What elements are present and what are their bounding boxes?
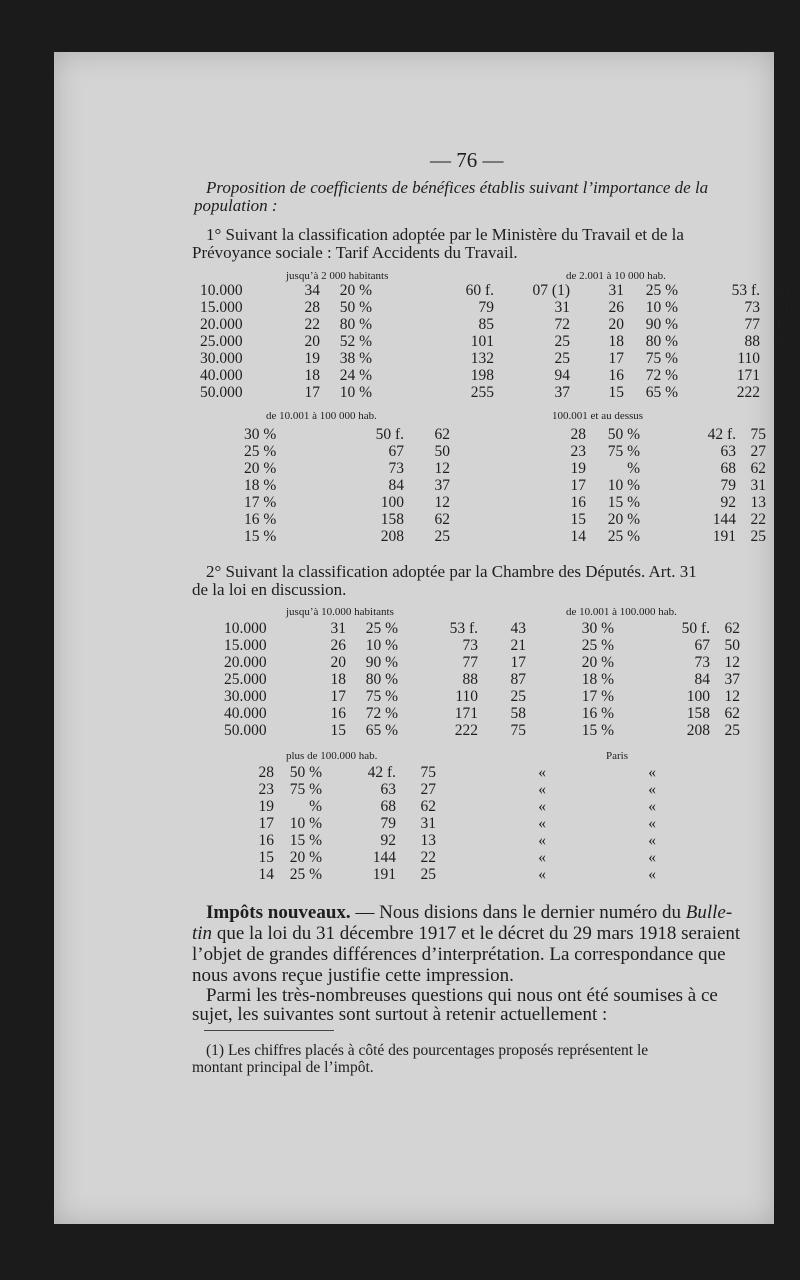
table-cell: 79 [380,815,396,832]
table-row [200,299,790,316]
table-cell: 158 [686,705,710,722]
table-cell: 24 % [339,367,372,384]
table-cell: 37 [554,384,570,401]
table-cell: 10 % [645,299,678,316]
table-row [224,688,740,705]
table-cell: 14 [570,528,586,545]
table-cell: 92 [380,832,396,849]
table-cell: 75 [774,384,790,401]
table-cell: 16 [570,494,586,511]
table-cell: 65 % [645,384,678,401]
table-cell: 171 [454,705,478,722]
table-row [200,282,790,299]
table-cell: 31 [608,282,624,299]
table-row [224,620,740,637]
table-cell: 12 [724,654,740,671]
table-cell: « [648,798,656,815]
table-cell: 23 [258,781,274,798]
table-cell: 20 % [289,849,322,866]
table-cell: 17 [510,654,526,671]
table-cell: 25 [420,866,436,883]
table-row [254,866,656,883]
table-cell: 144 [712,511,736,528]
table-cell: 15 % [581,722,614,739]
table-cell: 50 % [339,299,372,316]
table-cell: 68 [720,460,736,477]
table-cell: 26 [608,299,624,316]
table-cell: 12 [434,494,450,511]
table-cell: 30.000 [200,350,243,367]
table-cell: 18 % [244,477,277,494]
table-cell: 198 [470,367,494,384]
table-row [254,781,656,798]
table-cell: 62 [420,798,436,815]
table-cell: « [648,764,656,781]
table-cell: 42 f. [367,764,396,781]
footnote-rule [204,1030,334,1031]
table-cell: 25.000 [224,671,267,688]
table-cell: 19 [258,798,274,815]
table-cell: 18 [330,671,346,688]
table-cell: 34 [304,282,320,299]
table-cell: 25 [434,528,450,545]
table-cell: 73 [694,654,710,671]
table-cell: 22 [304,316,320,333]
table-row [244,494,766,511]
table-row [200,367,790,384]
table-cell: 25 [554,333,570,350]
table-cell: 94 [554,367,570,384]
table-cell: 25 [724,722,740,739]
table-cell: 20.000 [224,654,267,671]
table-cell: 40.000 [224,705,267,722]
table-cell: 72 % [645,367,678,384]
table-cell: 50 % [607,426,640,443]
table-cell: 87 [510,671,526,688]
table-cell: 75 [750,426,766,443]
section1-line-2: Prévoyance sociale : Tarif Accidents du Travail. [192,243,518,262]
table-cell: 73 [462,637,478,654]
table-cell: 31 [554,299,570,316]
table-row [244,528,766,545]
body-italic: Bulle- [685,902,733,923]
s1-caption2-right: 100.001 et au dessus [552,410,644,422]
table-cell: 17 [774,316,790,333]
s1-caption-right: de 2.001 à 10 000 hab. [566,270,666,282]
table-cell: 67 [694,637,710,654]
table-cell: 10 % [607,477,640,494]
table-cell: 80 % [365,671,398,688]
body-line-5: Parmi les très-nombreuses questions qui nous ont été soumises à ce [206,985,718,1006]
table-cell: « [538,866,546,883]
table-cell: 20 % [607,511,640,528]
table-cell: 191 [372,866,396,883]
table-cell: « [648,866,656,883]
table-cell: 53 f. [449,620,478,637]
table-cell: 22 [420,849,436,866]
table-cell: % [309,798,322,815]
table-cell: 17 [608,350,624,367]
table-cell: 37 [724,671,740,688]
table-cell: 17 % [244,494,277,511]
table-row [224,637,740,654]
table-cell: 100 [380,494,404,511]
table-cell: 16 % [244,511,277,528]
table-cell: « [538,764,546,781]
s2-caption-left: jusqu’à 10.000 habitants [286,606,394,618]
table-cell: 58 [774,367,790,384]
table-row [224,671,740,688]
table-cell: 62 [724,620,740,637]
table-cell: 25 [510,688,526,705]
body-line-1 [206,902,732,924]
table-cell: 21 [510,637,526,654]
table-cell: 27 [420,781,436,798]
table-cell: 50 [724,637,740,654]
table-cell: 30 % [244,426,277,443]
table-cell: « [538,798,546,815]
table-cell: 20 [608,316,624,333]
table-cell: 25 % [607,528,640,545]
table-cell: 20 % [339,282,372,299]
table-cell: 10 % [289,815,322,832]
table-cell: 87 [774,333,790,350]
table-cell: 72 % [365,705,398,722]
table-cell: 110 [455,688,478,705]
table-cell: 15 % [289,832,322,849]
table-cell: 75 [510,722,526,739]
table-cell: 100 [686,688,710,705]
table-cell: 15 [570,511,586,528]
table-cell: 25 % [645,282,678,299]
section1-line-1: 1° Suivant la classification adoptée par le Ministère du Travail et de la [206,225,684,244]
table-cell: 16 [258,832,274,849]
table-cell: 92 [720,494,736,511]
table-row [254,832,656,849]
s2-table-1 [224,620,740,739]
table-cell: 43 [510,620,526,637]
table-cell: 20.000 [200,316,243,333]
table-cell: « [648,815,656,832]
table-row [244,511,766,528]
table-cell: 77 [744,316,760,333]
table-cell: 30 % [581,620,614,637]
table-cell: % [627,460,640,477]
footnote-line-1: (1) Les chiffres placés à côté des pourcentages proposés représentent le [206,1042,649,1059]
table-cell: 25 % [289,866,322,883]
table-cell: 50 [434,443,450,460]
heading-line-1: Proposition de coefficients de bénéfices établis suivant l’importance de la [206,178,709,197]
footnote-line-2: montant principal de l’impôt. [192,1059,374,1076]
table-cell: 15.000 [200,299,243,316]
table-cell: 73 [388,460,404,477]
table-cell: 19 [304,350,320,367]
table-cell: 15 [258,849,274,866]
table-cell: 15 [608,384,624,401]
table-cell: 62 [750,460,766,477]
table-cell: 28 [304,299,320,316]
table-row [224,705,740,722]
s2-caption2-right: Paris [606,750,628,762]
table-cell: 25 [554,350,570,367]
table-cell: 10.000 [200,282,243,299]
table-cell: 65 % [365,722,398,739]
table-cell: « [538,832,546,849]
table-cell: 15 % [607,494,640,511]
table-cell: 75 % [645,350,678,367]
table-cell: 132 [470,350,494,367]
table-cell: 75 [420,764,436,781]
table-cell: 17 [258,815,274,832]
table-cell: 27 [750,443,766,460]
table-cell: 28 [570,426,586,443]
table-cell: 07 (1) [532,282,570,299]
body-line-2 [192,923,740,945]
table-cell: 20 % [581,654,614,671]
table-cell: 222 [454,722,478,739]
table-cell: 75 % [289,781,322,798]
table-cell: 18 % [581,671,614,688]
table-cell: 21 [774,299,790,316]
table-cell: 25 % [244,443,277,460]
table-cell: « [538,849,546,866]
table-cell: 50 f. [681,620,710,637]
table-cell: 42 f. [707,426,736,443]
table-cell: 26 [330,637,346,654]
table-cell: 60 f. [465,282,494,299]
table-cell: 15 % [244,528,277,545]
table-cell: 18 [608,333,624,350]
table-cell: 16 [330,705,346,722]
table-cell: « [648,781,656,798]
table-cell: 10 % [339,384,372,401]
table-cell: 23 [570,443,586,460]
table-cell: 38 % [339,350,372,367]
table-cell: 10 % [365,637,398,654]
table-cell: 62 [434,511,450,528]
table-cell: 20 [330,654,346,671]
table-cell: 62 [434,426,450,443]
table-cell: 72 [554,316,570,333]
table-cell: 58 [510,705,526,722]
table-cell: 37 [434,477,450,494]
table-cell: 12 [434,460,450,477]
table-cell: 53 f. [731,282,760,299]
table-row [254,764,656,781]
table-cell: 90 % [365,654,398,671]
table-row [244,460,766,477]
table-cell: 144 [372,849,396,866]
table-cell: « [538,781,546,798]
table-cell: 158 [380,511,404,528]
table-cell: 20 [304,333,320,350]
table-cell: 68 [380,798,396,815]
table-cell: 79 [478,299,494,316]
table-cell: 255 [470,384,494,401]
table-cell: 12 [724,688,740,705]
s1-table-1 [200,282,790,401]
table-cell: 77 [462,654,478,671]
table-row [244,477,766,494]
table-cell: 171 [736,367,760,384]
table-row [224,654,740,671]
table-cell: 31 [750,477,766,494]
table-cell: 17 [304,384,320,401]
s2-caption2-left: plus de 100.000 hab. [286,750,378,762]
table-cell: 13 [750,494,766,511]
table-cell: 13 [420,832,436,849]
table-cell: 31 [420,815,436,832]
table-row [200,333,790,350]
table-cell: 63 [380,781,396,798]
table-cell: 25 [750,528,766,545]
table-cell: 31 [330,620,346,637]
table-cell: 90 % [645,316,678,333]
table-cell: 75 % [607,443,640,460]
body-line-6: sujet, les suivantes sont surtout à retenir actuellement : [192,1004,608,1025]
table-cell: 15 [330,722,346,739]
table-row [200,316,790,333]
s2-caption-right: de 10.001 à 100.000 hab. [566,606,677,618]
s1-table-2 [244,426,766,545]
table-cell: 50 % [289,764,322,781]
table-cell: 25.000 [200,333,243,350]
table-cell: 208 [686,722,710,739]
table-cell: 10.000 [224,620,267,637]
table-cell: 14 [258,866,274,883]
table-cell: 191 [712,528,736,545]
table-cell: 67 [388,443,404,460]
table-cell: 50 f. [375,426,404,443]
s2-table-2 [254,764,656,883]
table-cell: 80 % [645,333,678,350]
table-cell: 50.000 [200,384,243,401]
table-cell: « [648,832,656,849]
table-row [224,722,740,739]
table-cell: 208 [380,528,404,545]
table-cell: 85 [478,316,494,333]
body-line-4: nous avons reçue justifie cette impression. [192,965,514,986]
table-cell: 84 [694,671,710,688]
table-cell: 16 % [581,705,614,722]
table-cell: 101 [470,333,494,350]
table-cell: 25 % [365,620,398,637]
table-row [244,426,766,443]
table-cell: 16 [608,367,624,384]
section2-line-1: 2° Suivant la classification adoptée par la Chambre des Députés. Art. 31 [206,562,697,581]
table-row [254,798,656,815]
section2-line-2: de la loi en discussion. [192,580,347,599]
table-row [254,815,656,832]
body-italic: tin [192,923,213,944]
table-cell: 40.000 [200,367,243,384]
table-cell: 75 % [365,688,398,705]
table-cell: 63 [720,443,736,460]
table-cell: 19 [570,460,586,477]
table-cell: 52 % [339,333,372,350]
table-cell: 50.000 [224,722,267,739]
table-cell: 79 [720,477,736,494]
table-cell: 30.000 [224,688,267,705]
table-cell: 17 [330,688,346,705]
heading-line-2: population : [194,196,278,215]
s1-caption-left: jusqu’à 2 000 habitants [286,270,389,282]
table-cell: 43 [774,282,790,299]
table-cell: 25 % [581,637,614,654]
table-cell: 25 [774,350,790,367]
table-cell: 88 [744,333,760,350]
table-cell: 20 % [244,460,277,477]
table-cell: 88 [462,671,478,688]
body-line-3: l’objet de grandes différences d’interprétation. La correspondance que [192,944,726,965]
table-row [200,350,790,367]
table-cell: 17 [570,477,586,494]
table-cell: 18 [304,367,320,384]
table-cell: 17 % [581,688,614,705]
s1-caption2-left: de 10.001 à 100 000 hab. [266,410,377,422]
body-text: que la loi du 31 décembre 1917 et le décret du 29 mars 1918 seraient [212,923,741,944]
table-cell: 80 % [339,316,372,333]
table-cell: 22 [750,511,766,528]
section-title: Impôts nouveaux. [206,902,351,923]
table-cell: 62 [724,705,740,722]
table-cell: 28 [258,764,274,781]
page-number: — 76 — [430,148,504,172]
table-cell: 73 [744,299,760,316]
table-row [200,384,790,401]
body-text: — Nous disions dans le dernier numéro du [350,902,686,923]
table-row [244,443,766,460]
table-row [254,849,656,866]
table-cell: 15.000 [224,637,267,654]
table-cell: « [648,849,656,866]
table-cell: « [538,815,546,832]
table-cell: 84 [388,477,404,494]
table-cell: 110 [737,350,760,367]
table-cell: 222 [736,384,760,401]
